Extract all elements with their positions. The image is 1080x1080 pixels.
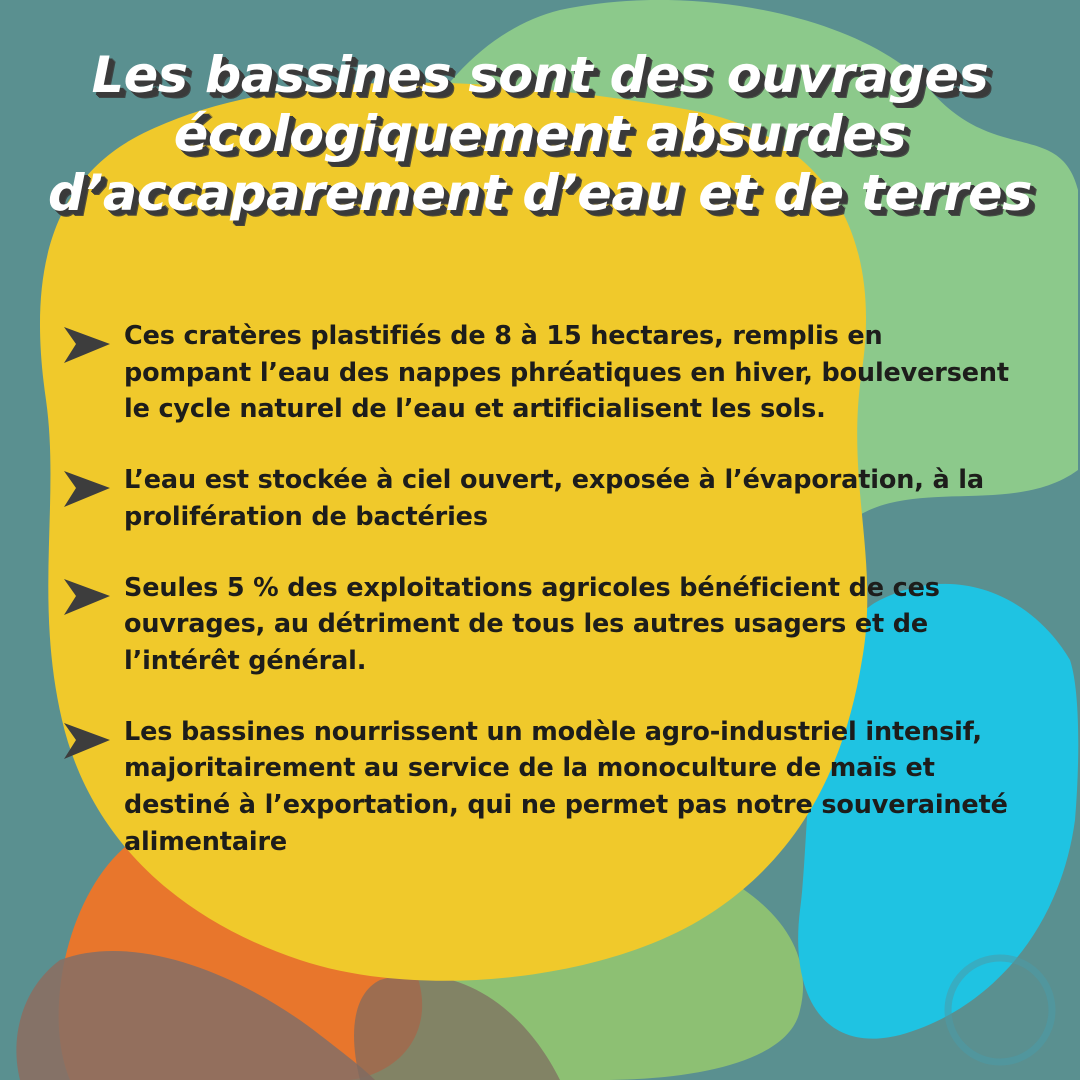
list-item-text: Les bassines nourrissent un modèle agro-industriel intensif, majoritairement au service de la monoculture de maïs et destiné à l’exportation, qui ne permet pas notre souveraineté alimentaire <box>124 716 1008 857</box>
list-item-text: Seules 5 % des exploitations agricoles bénéficient de ces ouvrages, au détriment de tous les autres usagers et de l’intérêt général. <box>124 572 940 677</box>
list-item-text: Ces cratères plastifiés de 8 à 15 hectares, remplis en pompant l’eau des nappes phréatiques en hiver, bouleversent le cycle naturel de l’eau et artificialisent les sols. <box>124 321 1009 425</box>
title-line-2: écologiquement absurdes <box>173 105 907 163</box>
list-item-text: L’eau est stockée à ciel ouvert, exposée à l’évaporation, à la prolifération de bactéries <box>124 465 984 532</box>
poster-title <box>0 46 1080 223</box>
list-item <box>52 318 1018 428</box>
bullet-list <box>52 318 1018 895</box>
list-item <box>52 462 1018 535</box>
list-item <box>52 714 1018 861</box>
list-item <box>52 570 1018 680</box>
title-line-1: Les bassines sont des ouvrages <box>91 46 989 104</box>
chevron-right-icon <box>52 318 124 366</box>
chevron-right-icon <box>52 570 124 618</box>
chevron-right-icon <box>52 714 124 762</box>
title-line-3: d’accaparement d’eau et de terres <box>48 164 1032 222</box>
chevron-right-icon <box>52 462 124 510</box>
